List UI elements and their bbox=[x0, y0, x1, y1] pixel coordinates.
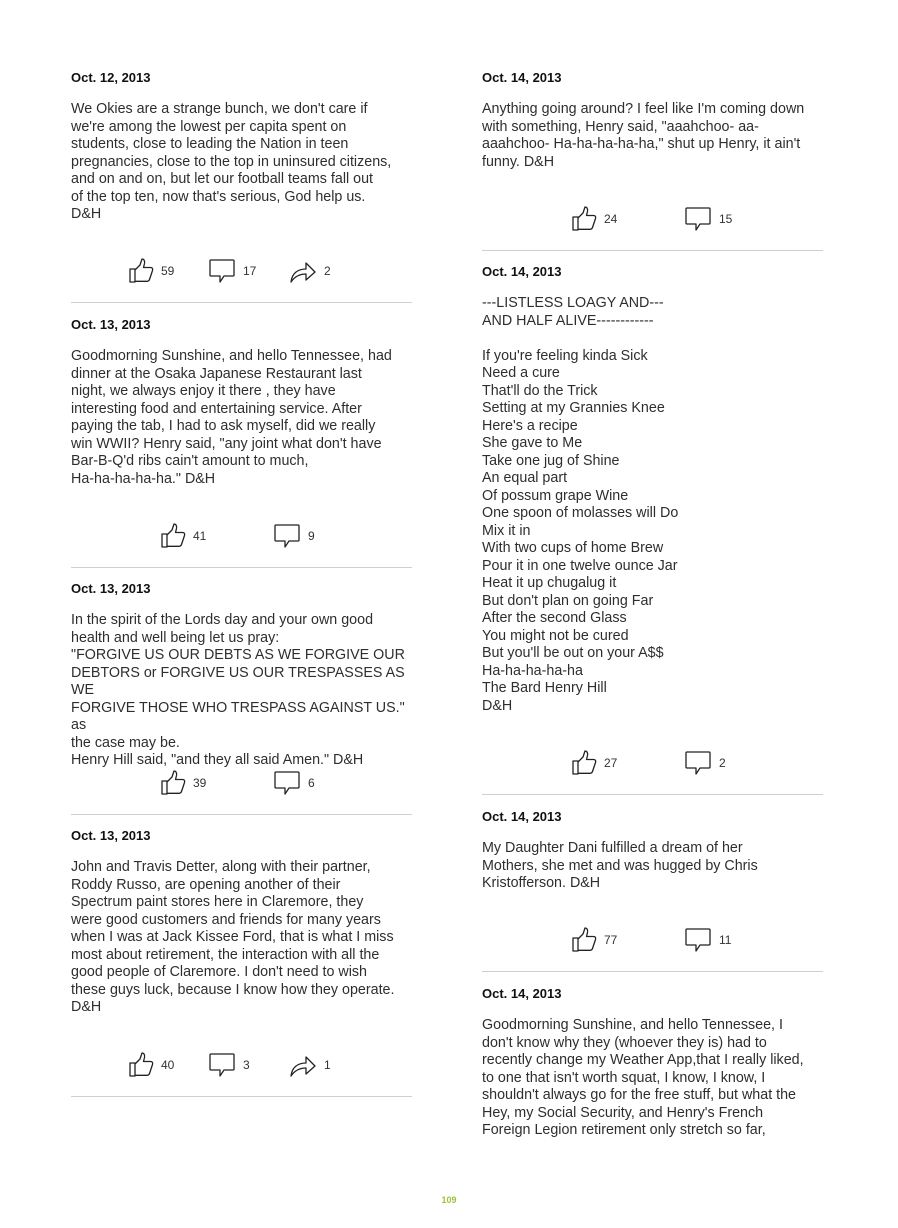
post-text: Anything going around? I feel like I'm coming down with something, Henry said, "aaahchoo- aa- aaahchoo- Ha-ha-ha-ha-ha," shut up Henry, it ain't funny. D&H bbox=[482, 101, 805, 170]
comment-icon bbox=[273, 523, 301, 549]
comment-icon bbox=[273, 770, 301, 796]
post-date: Oct. 13, 2013 bbox=[71, 317, 151, 332]
comment-count[interactable] bbox=[273, 521, 315, 551]
like-count[interactable] bbox=[128, 256, 174, 286]
divider bbox=[71, 302, 412, 303]
comment-number: 17 bbox=[243, 264, 257, 278]
post-text: John and Travis Detter, along with their partner, Roddy Russo, are opening another of their Spectrum paint stores here in Claremore, they were good customers and friends for many years when I was at Jack Kissee Ford, that is what I miss most about retirement, the interaction with all the good people of Claremore. I don't need to wish these guys luck, because I know how they operate. D&H bbox=[71, 859, 395, 1015]
comment-count[interactable] bbox=[208, 256, 256, 286]
like-number: 40 bbox=[161, 1058, 175, 1072]
like-count[interactable] bbox=[128, 1050, 174, 1080]
comment-icon bbox=[684, 206, 712, 232]
post-text: We Okies are a strange bunch, we don't care if we're among the lowest per capita spent on students, close to leading the Nation in teen pregnancies, close to the top in uninsured citizens, and on and on, but let our football teams fall out of the top ten, now that's serious, God help us. D&H bbox=[71, 101, 392, 222]
like-count[interactable] bbox=[160, 521, 206, 551]
divider bbox=[71, 1096, 412, 1097]
page-number: 109 bbox=[441, 1195, 457, 1205]
post-stats bbox=[71, 521, 412, 551]
post-date: Oct. 14, 2013 bbox=[482, 986, 562, 1001]
comment-number: 3 bbox=[243, 1058, 250, 1072]
post-stats bbox=[71, 1050, 412, 1080]
like-number: 24 bbox=[604, 212, 618, 226]
comment-icon bbox=[684, 927, 712, 953]
post-date: Oct. 14, 2013 bbox=[482, 264, 562, 279]
post-stats bbox=[71, 256, 412, 286]
like-count[interactable] bbox=[571, 925, 617, 955]
post-stats bbox=[482, 925, 823, 955]
post-date: Oct. 13, 2013 bbox=[71, 581, 151, 596]
thumbs-up-icon bbox=[571, 750, 597, 776]
post-text: Goodmorning Sunshine, and hello Tennessee, had dinner at the Osaka Japanese Restaurant last night, we always enjoy it there , they have interesting food and entertaining service. After paying the tab, I had to ask myself, did we really win WWII? Henry said, "any joint what don't have Bar-B-Q'd ribs cain't amount to much, Ha-ha-ha-ha-ha." D&H bbox=[71, 348, 392, 487]
post-date: Oct. 14, 2013 bbox=[482, 70, 562, 85]
comment-number: 9 bbox=[308, 529, 315, 543]
divider bbox=[482, 971, 823, 972]
share-count[interactable] bbox=[289, 256, 331, 286]
post-stats bbox=[482, 748, 823, 778]
thumbs-up-icon bbox=[128, 258, 154, 284]
like-count[interactable] bbox=[571, 748, 617, 778]
like-count[interactable] bbox=[571, 204, 617, 234]
share-number: 2 bbox=[324, 264, 331, 278]
comment-count[interactable] bbox=[273, 768, 315, 798]
divider bbox=[71, 814, 412, 815]
thumbs-up-icon bbox=[160, 523, 186, 549]
like-number: 41 bbox=[193, 529, 207, 543]
share-icon bbox=[289, 1052, 317, 1078]
post-text: Goodmorning Sunshine, and hello Tennessee, I don't know why they (whoever they is) had to recently change my Weather App,that I really liked, to one that isn't worth squat, I know, I know, I shouldn't always go for the free stuff, but what the Hey, my Social Security, and Henry's French Foreign Legion retirement only stretch so far, bbox=[482, 1017, 804, 1138]
comment-number: 6 bbox=[308, 776, 315, 790]
post-stats bbox=[71, 768, 412, 798]
like-number: 77 bbox=[604, 933, 618, 947]
post-text: ---LISTLESS LOAGY AND--- AND HALF ALIVE------------ If you're feeling kinda Sick Need a cure That'll do the Trick Setting at my Grannies Knee Here's a recipe She gave to Me Take one jug of Shine An equal part Of possum grape Wine One spoon of molasses will Do Mix it in With two cups of home Brew Pour it in one twelve ounce Jar Heat it up chugalug it But don't plan on going Far After the second Glass You might not be cured But you'll be out on your A$$ Ha-ha-ha-ha-ha The Bard Henry Hill D&H bbox=[482, 295, 679, 714]
comment-icon bbox=[684, 750, 712, 776]
comment-icon bbox=[208, 258, 236, 284]
post-date: Oct. 13, 2013 bbox=[71, 828, 151, 843]
like-number: 27 bbox=[604, 756, 618, 770]
comment-number: 2 bbox=[719, 756, 726, 770]
comment-number: 11 bbox=[719, 933, 732, 947]
post-date: Oct. 14, 2013 bbox=[482, 809, 562, 824]
share-number: 1 bbox=[324, 1058, 331, 1072]
thumbs-up-icon bbox=[160, 770, 186, 796]
comment-count[interactable] bbox=[684, 204, 732, 234]
like-number: 59 bbox=[161, 264, 175, 278]
like-number: 39 bbox=[193, 776, 207, 790]
divider bbox=[482, 794, 823, 795]
thumbs-up-icon bbox=[128, 1052, 154, 1078]
comment-number: 15 bbox=[719, 212, 733, 226]
comment-count[interactable] bbox=[684, 748, 726, 778]
comment-icon bbox=[208, 1052, 236, 1078]
comment-count[interactable] bbox=[208, 1050, 250, 1080]
post-date: Oct. 12, 2013 bbox=[71, 70, 151, 85]
post-stats bbox=[482, 204, 823, 234]
comment-count[interactable] bbox=[684, 925, 731, 955]
post-text: In the spirit of the Lords day and your own good health and well being let us pray: "FORGIVE US OUR DEBTS AS WE FORGIVE OUR DEBTORS or FORGIVE US OUR TRESPASSES AS WE FORGIVE THOSE WHO TRESPASS AGAINST US." as the case may be. Henry Hill said, "and they all said Amen." D&H bbox=[71, 612, 405, 768]
like-count[interactable] bbox=[160, 768, 206, 798]
divider bbox=[482, 250, 823, 251]
thumbs-up-icon bbox=[571, 206, 597, 232]
share-icon bbox=[289, 258, 317, 284]
share-count[interactable] bbox=[289, 1050, 331, 1080]
post-text: My Daughter Dani fulfilled a dream of her Mothers, she met and was hugged by Chris Kristofferson. D&H bbox=[482, 840, 758, 891]
divider bbox=[71, 567, 412, 568]
thumbs-up-icon bbox=[571, 927, 597, 953]
